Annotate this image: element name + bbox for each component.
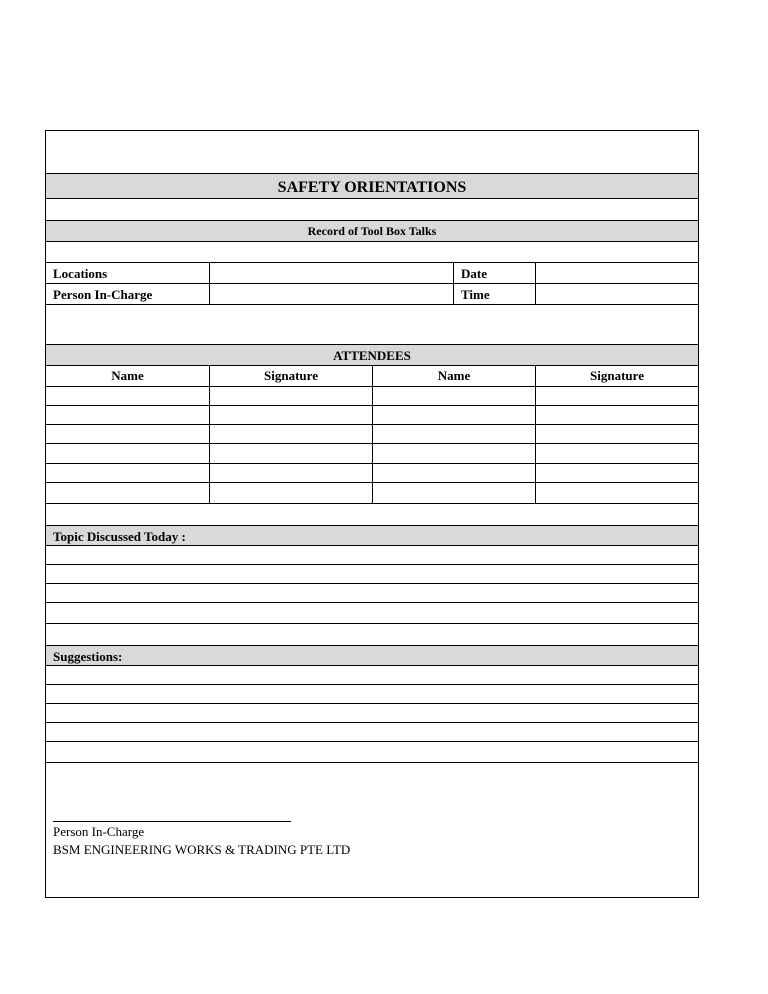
locations-date-row (46, 262, 698, 283)
attendees-heading: ATTENDEES (46, 344, 698, 366)
column-header-name: Name (111, 368, 144, 383)
attendee-row (46, 483, 698, 504)
safety-orientation-form (45, 130, 699, 898)
topic-line[interactable] (46, 603, 698, 624)
attendee-name-cell[interactable] (46, 405, 209, 424)
attendee-name-cell[interactable] (372, 444, 535, 463)
column-header-signature: Signature (209, 365, 372, 386)
signatory-label: Person In-Charge (53, 824, 145, 839)
date-label: Date (453, 263, 535, 283)
time-field[interactable] (535, 284, 698, 304)
attendee-row (46, 444, 698, 464)
column-header-signature: Signature (535, 365, 698, 386)
attendees-header-row (46, 365, 698, 387)
company-name: BSM ENGINEERING WORKS & TRADING PTE LTD (53, 842, 351, 857)
attendee-row (46, 463, 698, 483)
attendee-signature-cell[interactable] (209, 386, 372, 405)
attendee-signature-cell[interactable] (209, 463, 372, 482)
suggestions-label: Suggestions: (46, 645, 698, 666)
person-in-charge-label: Person In-Charge (53, 287, 153, 302)
form-subtitle: Record of Tool Box Talks (46, 220, 698, 242)
column-header-name: Name (372, 365, 535, 386)
attendee-signature-cell[interactable] (535, 405, 698, 424)
suggestion-line[interactable] (46, 741, 698, 763)
person-time-row (46, 283, 698, 305)
attendee-name-cell[interactable] (372, 424, 535, 443)
form-title: SAFETY ORIENTATIONS (46, 173, 698, 199)
attendee-name-cell[interactable] (46, 483, 209, 503)
locations-field[interactable] (209, 263, 453, 283)
attendee-signature-cell[interactable] (535, 444, 698, 463)
suggestion-line[interactable] (46, 684, 698, 704)
attendee-name-cell[interactable] (46, 444, 209, 463)
time-label: Time (453, 284, 535, 304)
suggestion-line[interactable] (46, 722, 698, 742)
attendee-name-cell[interactable] (46, 424, 209, 443)
attendee-name-cell[interactable] (372, 405, 535, 424)
attendee-signature-cell[interactable] (535, 463, 698, 482)
attendee-row (46, 424, 698, 444)
attendee-name-cell[interactable] (372, 483, 535, 503)
person-in-charge-field[interactable] (209, 284, 453, 304)
attendee-signature-cell[interactable] (535, 386, 698, 405)
date-field[interactable] (535, 263, 698, 283)
topic-line[interactable] (46, 583, 698, 603)
attendee-row (46, 405, 698, 425)
attendee-name-cell[interactable] (46, 463, 209, 482)
suggestion-line[interactable] (46, 703, 698, 723)
attendee-signature-cell[interactable] (535, 424, 698, 443)
signature-line[interactable] (53, 821, 291, 822)
attendee-signature-cell[interactable] (209, 444, 372, 463)
locations-label: Locations (53, 266, 108, 281)
attendee-signature-cell[interactable] (209, 424, 372, 443)
attendee-name-cell[interactable] (372, 463, 535, 482)
attendee-signature-cell[interactable] (535, 483, 698, 503)
suggestion-line[interactable] (46, 665, 698, 685)
topic-discussed-label: Topic Discussed Today : (46, 525, 698, 546)
attendee-name-cell[interactable] (46, 386, 209, 405)
topic-line[interactable] (46, 564, 698, 584)
attendee-signature-cell[interactable] (209, 405, 372, 424)
attendee-signature-cell[interactable] (209, 483, 372, 503)
attendee-row (46, 386, 698, 406)
attendee-name-cell[interactable] (372, 386, 535, 405)
topic-line[interactable] (46, 545, 698, 565)
